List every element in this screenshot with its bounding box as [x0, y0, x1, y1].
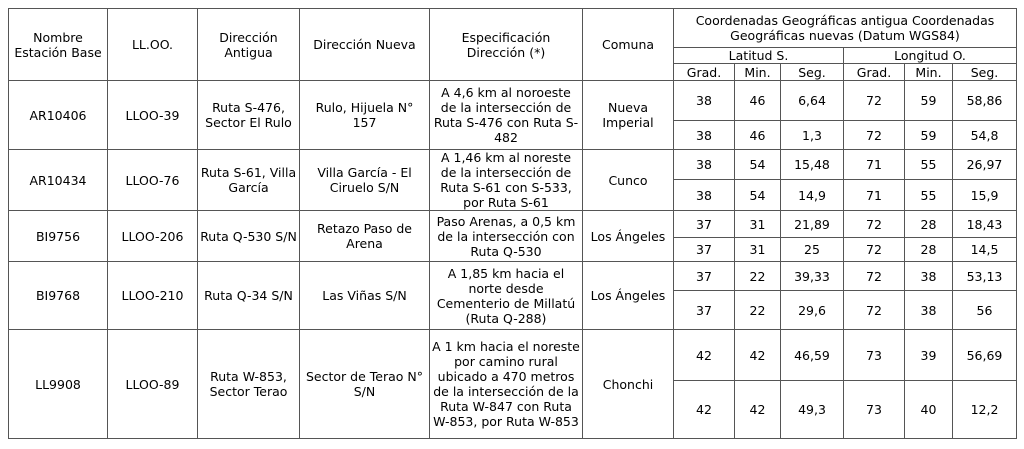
cell-lat-seg: 21,89 — [781, 211, 844, 238]
cell-lat-grad: 38 — [674, 121, 735, 150]
cell-lat-min: 46 — [735, 121, 781, 150]
cell-direccion-nueva: Las Viñas S/N — [300, 262, 430, 330]
cell-lat-grad: 38 — [674, 180, 735, 211]
cell-lon-grad: 72 — [844, 121, 905, 150]
cell-comuna: Los Ángeles — [583, 262, 674, 330]
cell-lon-grad: 73 — [844, 381, 905, 439]
cell-lat-min: 54 — [735, 180, 781, 211]
cell-lon-seg: 56 — [953, 291, 1017, 330]
cell-lon-grad: 72 — [844, 238, 905, 262]
header-lat-seg: Seg. — [781, 64, 844, 81]
cell-comuna: Cunco — [583, 150, 674, 211]
cell-lat-grad: 37 — [674, 262, 735, 291]
cell-direccion-antigua: Ruta S-476, Sector El Rulo — [198, 81, 300, 150]
cell-lon-seg: 53,13 — [953, 262, 1017, 291]
cell-lat-min: 22 — [735, 262, 781, 291]
cell-lon-seg: 12,2 — [953, 381, 1017, 439]
header-direccion-antigua: Dirección Antigua — [198, 9, 300, 81]
cell-lon-seg: 18,43 — [953, 211, 1017, 238]
cell-lon-seg: 15,9 — [953, 180, 1017, 211]
cell-lat-grad: 38 — [674, 81, 735, 121]
table-row — [9, 81, 1017, 121]
cell-direccion-nueva: Villa García - El Ciruelo S/N — [300, 150, 430, 211]
cell-lloo: LLOO-206 — [108, 211, 198, 262]
cell-lat-grad: 42 — [674, 381, 735, 439]
cell-lon-seg: 26,97 — [953, 150, 1017, 180]
header-lat-grad: Grad. — [674, 64, 735, 81]
cell-lat-seg: 14,9 — [781, 180, 844, 211]
header-longitud: Longitud O. — [844, 48, 1017, 64]
cell-lon-grad: 72 — [844, 211, 905, 238]
cell-lon-seg: 56,69 — [953, 330, 1017, 381]
header-especificacion: Especificación Dirección (*) — [430, 9, 583, 81]
table-row — [9, 211, 1017, 238]
cell-lat-seg: 46,59 — [781, 330, 844, 381]
cell-especificacion: Paso Arenas, a 0,5 km de la intersección con Ruta Q-530 — [430, 211, 583, 262]
header-comuna: Comuna — [583, 9, 674, 81]
cell-lat-min: 42 — [735, 381, 781, 439]
header-lloo: LL.OO. — [108, 9, 198, 81]
cell-lat-seg: 6,64 — [781, 81, 844, 121]
cell-lat-grad: 37 — [674, 238, 735, 262]
cell-direccion-nueva: Rulo, Hijuela N° 157 — [300, 81, 430, 150]
table-row — [9, 330, 1017, 381]
cell-lloo: LLOO-210 — [108, 262, 198, 330]
cell-direccion-antigua: Ruta Q-34 S/N — [198, 262, 300, 330]
header-lon-min: Min. — [905, 64, 953, 81]
cell-lon-min: 28 — [905, 211, 953, 238]
cell-lon-min: 38 — [905, 291, 953, 330]
header-lat-min: Min. — [735, 64, 781, 81]
cell-direccion-nueva: Sector de Terao N° S/N — [300, 330, 430, 439]
header-latitud: Latitud S. — [674, 48, 844, 64]
cell-lon-min: 59 — [905, 81, 953, 121]
cell-lat-min: 42 — [735, 330, 781, 381]
cell-lon-min: 55 — [905, 180, 953, 211]
cell-lat-min: 31 — [735, 238, 781, 262]
cell-nombre: AR10434 — [9, 150, 108, 211]
cell-lat-min: 22 — [735, 291, 781, 330]
cell-nombre: BI9756 — [9, 211, 108, 262]
cell-lon-grad: 73 — [844, 330, 905, 381]
cell-comuna: Los Ángeles — [583, 211, 674, 262]
cell-especificacion: A 1,46 km al noreste de la intersección de Ruta S-61 con S-533, por Ruta S-61 — [430, 150, 583, 211]
cell-direccion-antigua: Ruta W-853, Sector Terao — [198, 330, 300, 439]
cell-lat-grad: 37 — [674, 211, 735, 238]
cell-lat-seg: 15,48 — [781, 150, 844, 180]
cell-lon-grad: 72 — [844, 291, 905, 330]
cell-lon-min: 59 — [905, 121, 953, 150]
cell-lat-seg: 1,3 — [781, 121, 844, 150]
cell-lon-grad: 71 — [844, 150, 905, 180]
cell-direccion-nueva: Retazo Paso de Arena — [300, 211, 430, 262]
header-direccion-nueva: Dirección Nueva — [300, 9, 430, 81]
cell-lat-grad: 37 — [674, 291, 735, 330]
cell-especificacion: A 1,85 km hacia el norte desde Cementerio de Millatú (Ruta Q-288) — [430, 262, 583, 330]
cell-comuna: Chonchi — [583, 330, 674, 439]
table-row — [9, 262, 1017, 291]
coordinates-table — [8, 8, 1017, 439]
cell-lon-min: 38 — [905, 262, 953, 291]
cell-lon-min: 55 — [905, 150, 953, 180]
cell-direccion-antigua: Ruta S-61, Villa García — [198, 150, 300, 211]
cell-lon-grad: 71 — [844, 180, 905, 211]
header-lon-seg: Seg. — [953, 64, 1017, 81]
cell-lon-grad: 72 — [844, 262, 905, 291]
cell-lat-min: 46 — [735, 81, 781, 121]
cell-lon-seg: 54,8 — [953, 121, 1017, 150]
cell-lat-grad: 38 — [674, 150, 735, 180]
cell-lat-min: 54 — [735, 150, 781, 180]
header-nombre: Nombre Estación Base — [9, 9, 108, 81]
cell-lloo: LLOO-39 — [108, 81, 198, 150]
cell-nombre: BI9768 — [9, 262, 108, 330]
cell-lon-min: 39 — [905, 330, 953, 381]
cell-lon-grad: 72 — [844, 81, 905, 121]
cell-lat-min: 31 — [735, 211, 781, 238]
cell-lon-seg: 14,5 — [953, 238, 1017, 262]
cell-lat-seg: 49,3 — [781, 381, 844, 439]
cell-lat-seg: 25 — [781, 238, 844, 262]
cell-especificacion: A 4,6 km al noroeste de la intersección de Ruta S-476 con Ruta S-482 — [430, 81, 583, 150]
cell-lloo: LLOO-76 — [108, 150, 198, 211]
cell-especificacion: A 1 km hacia el noreste por camino rural ubicado a 470 metros de la intersección de la Ruta W-847 con Ruta W-853, por Ruta W-853 — [430, 330, 583, 439]
cell-nombre: AR10406 — [9, 81, 108, 150]
cell-direccion-antigua: Ruta Q-530 S/N — [198, 211, 300, 262]
cell-lon-seg: 58,86 — [953, 81, 1017, 121]
cell-lloo: LLOO-89 — [108, 330, 198, 439]
cell-lat-grad: 42 — [674, 330, 735, 381]
cell-lat-seg: 39,33 — [781, 262, 844, 291]
cell-lon-min: 28 — [905, 238, 953, 262]
cell-comuna: Nueva Imperial — [583, 81, 674, 150]
header-coordenadas: Coordenadas Geográficas antigua Coordenadas Geográficas nuevas (Datum WGS84) — [674, 9, 1017, 48]
cell-nombre: LL9908 — [9, 330, 108, 439]
table-row — [9, 150, 1017, 180]
header-lon-grad: Grad. — [844, 64, 905, 81]
cell-lat-seg: 29,6 — [781, 291, 844, 330]
cell-lon-min: 40 — [905, 381, 953, 439]
